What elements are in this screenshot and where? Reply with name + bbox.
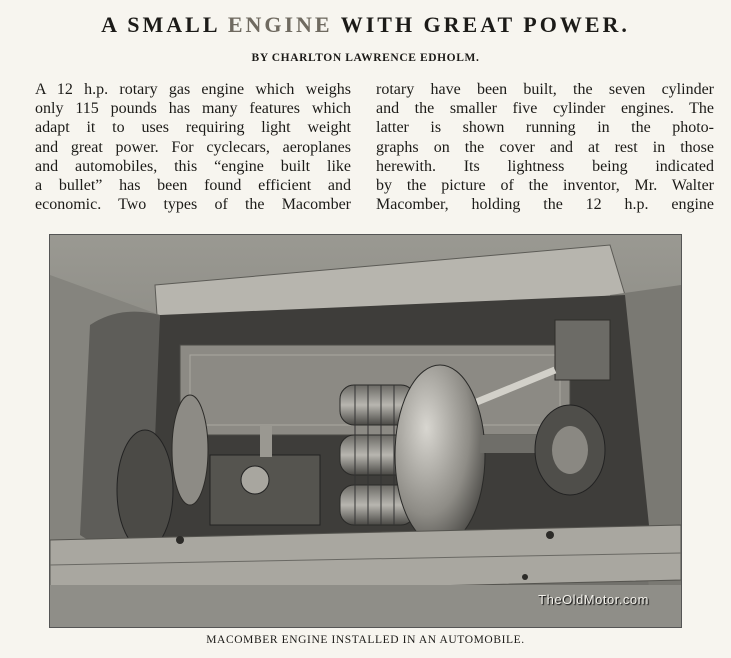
article-title-part1: A SMALL [101,12,228,37]
watermark: TheOldMotor.com [538,592,649,607]
text-line: Macomber, holding the 12 h.p. engine [376,196,714,214]
text-line: a bullet” has been found efficient and [35,177,351,195]
text-line: graphs on the cover and at rest in those [376,138,714,156]
text-line: adapt it to uses requiring light weight [35,119,351,137]
engine-photo [49,234,682,628]
engine-illustration [50,235,681,627]
text-line: only 115 pounds has many features which [35,100,351,118]
text-line: herewith. Its lightness being indicated [376,157,714,175]
article-title-part2: WITH GREAT POWER. [332,12,630,37]
text-line: rotary have been built, the seven cylinder [376,81,714,98]
text-line: and the smaller five cylinder engines. The [376,100,714,118]
article-title-highlight: ENGINE [227,12,333,37]
text-line: by the picture of the inventor, Mr. Walter [376,177,714,195]
text-line: and great power. For cyclecars, aeroplanes [35,138,351,156]
photo-caption: MACOMBER ENGINE INSTALLED IN AN AUTOMOBILE. [206,634,525,646]
text-line: latter is shown running in the photo- [376,119,714,137]
text-line: economic. Two types of the Macomber [35,196,351,214]
text-column-right [376,80,714,214]
text-line: and automobiles, this “engine built like [35,157,351,175]
text-line: A 12 h.p. rotary gas engine which weighs [35,81,351,98]
byline: BY CHARLTON LAWRENCE EDHOLM. [251,52,480,64]
article-title [0,12,731,38]
text-column-left [35,80,351,214]
